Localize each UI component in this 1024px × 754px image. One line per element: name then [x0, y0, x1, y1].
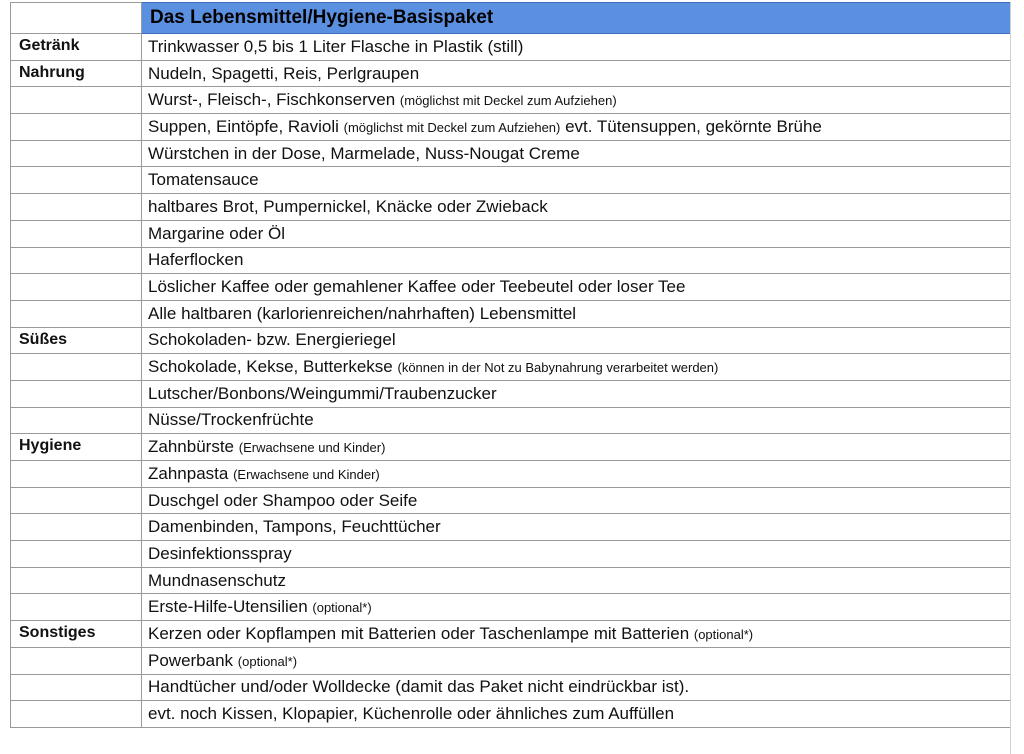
item-cell — [142, 60, 1011, 87]
category-empty-cell — [11, 487, 142, 514]
table-row — [11, 167, 1011, 194]
item-text: Löslicher Kaffee oder gemahlener Kaffee oder Teebeutel oder loser Tee — [148, 277, 686, 297]
item-cell — [142, 407, 1011, 434]
item-text: Lutscher/Bonbons/Weingummi/Traubenzucker — [148, 383, 497, 403]
table-row — [11, 647, 1011, 674]
category-label: Nahrung — [11, 60, 142, 87]
category-empty-cell — [11, 354, 142, 381]
category-empty-cell — [11, 247, 142, 274]
item-cell — [142, 461, 1011, 488]
item-cell — [142, 380, 1011, 407]
basic-package-table — [10, 2, 1011, 728]
category-empty-cell — [11, 140, 142, 167]
table-row — [11, 487, 1011, 514]
item-cell — [142, 327, 1011, 354]
item-text: Erste-Hilfe-Utensilien — [148, 597, 313, 617]
category-label: Sonstiges — [11, 621, 142, 648]
category-empty-cell — [11, 380, 142, 407]
category-empty-cell — [11, 541, 142, 568]
item-text: Nüsse/Trockenfrüchte — [148, 410, 314, 430]
category-empty-cell — [11, 167, 142, 194]
category-empty-cell — [11, 407, 142, 434]
item-note: (möglichst mit Deckel zum Aufziehen) — [343, 119, 561, 135]
item-note: (optional*) — [237, 653, 298, 669]
item-cell — [142, 647, 1011, 674]
table-row — [11, 220, 1011, 247]
category-empty-cell — [11, 514, 142, 541]
item-text: Powerbank — [148, 650, 238, 670]
category-label: Hygiene — [11, 434, 142, 461]
item-cell — [142, 274, 1011, 301]
item-text: Schokoladen- bzw. Energieriegel — [148, 330, 396, 350]
item-cell — [142, 514, 1011, 541]
item-text: Handtücher und/oder Wolldecke (damit das Paket nicht eindrückbar ist). — [148, 677, 690, 697]
item-note: (können in der Not zu Babynahrung verarbeitet werden) — [397, 360, 719, 376]
table-row — [11, 594, 1011, 621]
item-cell — [142, 220, 1011, 247]
table-row — [11, 567, 1011, 594]
item-text: Zahnbürste — [148, 437, 239, 457]
table-row — [11, 114, 1011, 141]
item-text: evt. noch Kissen, Klopapier, Küchenrolle oder ähnliches zum Auffüllen — [148, 704, 675, 724]
item-text: Nudeln, Spagetti, Reis, Perlgraupen — [148, 63, 420, 83]
category-empty-cell — [11, 701, 142, 728]
sheet-right-edge — [1010, 2, 1024, 754]
category-empty-cell — [11, 647, 142, 674]
item-cell — [142, 541, 1011, 568]
table-row — [11, 87, 1011, 114]
item-text: Würstchen in der Dose, Marmelade, Nuss-Nougat Creme — [148, 143, 580, 163]
item-cell — [142, 114, 1011, 141]
table-row — [11, 674, 1011, 701]
item-text: Tomatensauce — [148, 170, 259, 190]
item-text: Alle haltbaren (karlorienreichen/nahrhaften) Lebensmittel — [148, 303, 577, 323]
category-empty-cell — [11, 461, 142, 488]
table-row — [11, 300, 1011, 327]
table-row — [11, 621, 1011, 648]
table-row — [11, 514, 1011, 541]
item-cell — [142, 194, 1011, 221]
item-text-tail: evt. Tütensuppen, gekörnte Brühe — [560, 116, 822, 136]
table-row — [11, 434, 1011, 461]
item-text: Zahnpasta — [148, 463, 234, 483]
category-empty-cell — [11, 274, 142, 301]
item-cell — [142, 674, 1011, 701]
category-empty-cell — [11, 567, 142, 594]
item-cell — [142, 434, 1011, 461]
table-row — [11, 140, 1011, 167]
table-row — [11, 34, 1011, 61]
item-text: Damenbinden, Tampons, Feuchttücher — [148, 517, 441, 537]
category-label: Getränk — [11, 34, 142, 61]
item-text: Margarine oder Öl — [148, 223, 286, 243]
item-text: Desinfektionsspray — [148, 543, 292, 563]
item-cell — [142, 701, 1011, 728]
table-title: Das Lebensmittel/Hygiene-Basispaket — [142, 3, 1011, 34]
item-text: Haferflocken — [148, 250, 244, 270]
item-text: Kerzen oder Kopflampen mit Batterien oder Taschenlampe mit Batterien — [148, 623, 694, 643]
item-note: (optional*) — [312, 600, 372, 616]
item-cell — [142, 167, 1011, 194]
table-row — [11, 701, 1011, 728]
item-cell — [142, 140, 1011, 167]
table-row — [11, 327, 1011, 354]
category-empty-cell — [11, 594, 142, 621]
item-text: Wurst-, Fleisch-, Fischkonserven — [148, 90, 400, 110]
item-text: Duschgel oder Shampoo oder Seife — [148, 490, 418, 510]
category-empty-cell — [11, 220, 142, 247]
table-row — [11, 247, 1011, 274]
table-row — [11, 354, 1011, 381]
item-cell — [142, 34, 1011, 61]
item-note: (möglichst mit Deckel zum Aufziehen) — [399, 93, 617, 109]
item-cell — [142, 247, 1011, 274]
table-row — [11, 407, 1011, 434]
table-row — [11, 274, 1011, 301]
item-cell — [142, 594, 1011, 621]
item-note: (Erwachsene und Kinder) — [233, 466, 380, 482]
item-cell — [142, 567, 1011, 594]
table-row — [11, 461, 1011, 488]
item-text: Trinkwasser 0,5 bis 1 Liter Flasche in Plastik (still) — [148, 36, 524, 56]
header-empty-cell — [11, 3, 142, 34]
category-empty-cell — [11, 194, 142, 221]
checklist-sheet — [10, 2, 1010, 752]
item-text: Suppen, Eintöpfe, Ravioli — [148, 116, 344, 136]
category-empty-cell — [11, 87, 142, 114]
category-empty-cell — [11, 114, 142, 141]
item-text: haltbares Brot, Pumpernickel, Knäcke oder Zwieback — [148, 196, 548, 216]
header-row — [11, 3, 1011, 34]
item-text: Schokolade, Kekse, Butterkekse — [148, 357, 398, 377]
item-cell — [142, 354, 1011, 381]
item-cell — [142, 300, 1011, 327]
item-cell — [142, 487, 1011, 514]
item-text: Mundnasenschutz — [148, 570, 286, 590]
item-cell — [142, 621, 1011, 648]
table-row — [11, 60, 1011, 87]
category-label: Süßes — [11, 327, 142, 354]
category-empty-cell — [11, 300, 142, 327]
table-row — [11, 380, 1011, 407]
item-note: (Erwachsene und Kinder) — [238, 440, 386, 456]
item-cell — [142, 87, 1011, 114]
category-empty-cell — [11, 674, 142, 701]
item-note: (optional*) — [693, 626, 754, 642]
table-row — [11, 194, 1011, 221]
table-row — [11, 541, 1011, 568]
